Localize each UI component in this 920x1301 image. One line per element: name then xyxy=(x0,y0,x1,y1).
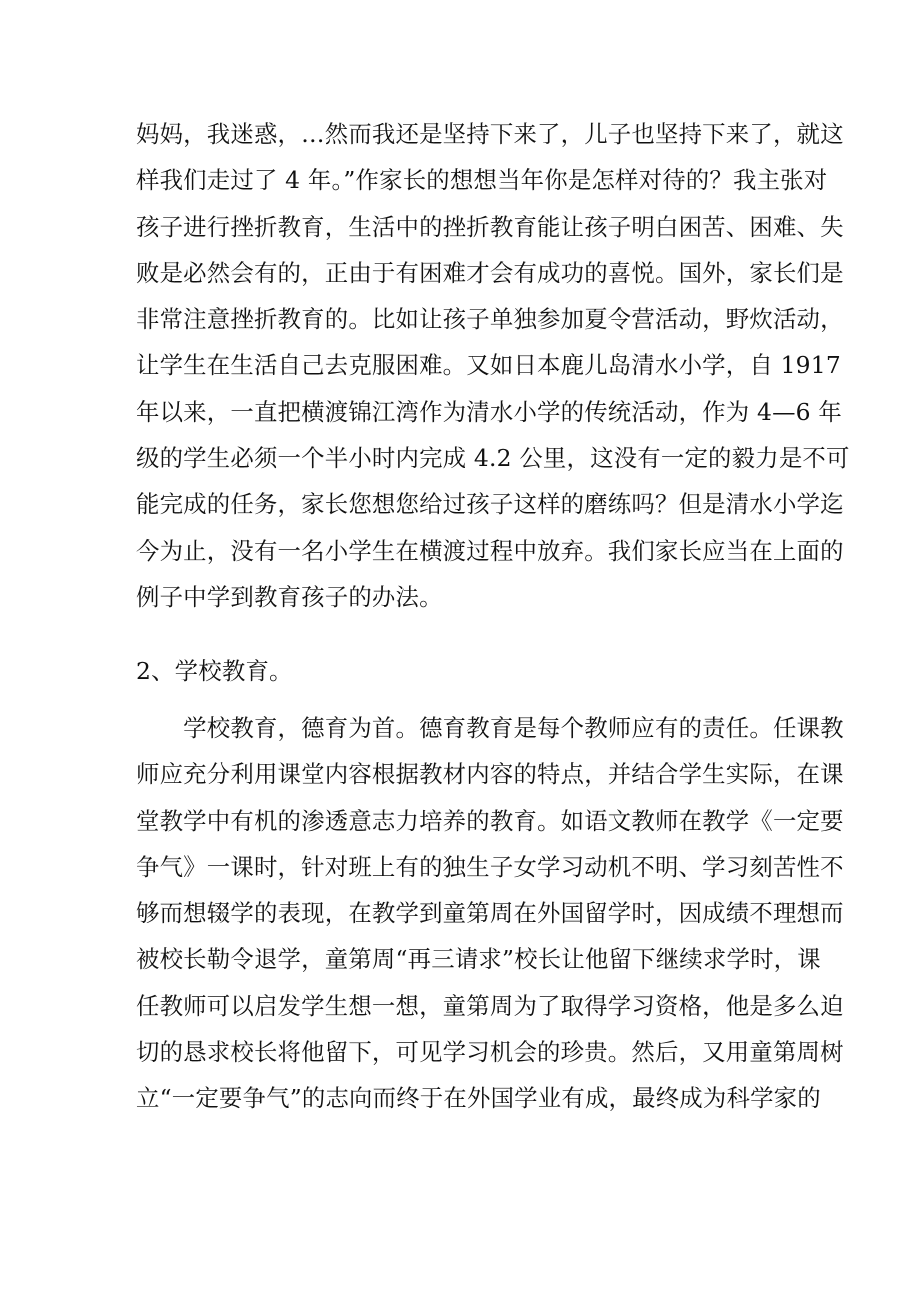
text-line: 年以来，一直把横渡锦江湾作为清水小学的传统活动，作为 4—6 年 xyxy=(136,397,842,426)
text-line: 今为止，没有一名小学生在横渡过程中放弃。我们家长应当在上面的 xyxy=(136,536,844,565)
text-line: 争气》一课时，针对班上有的独生子女学习动机不明、学习刻苦性不 xyxy=(136,852,844,881)
section-heading-text: 2、学校教育。 xyxy=(136,657,293,685)
section-heading xyxy=(136,648,784,694)
text-line: 学校教育，德育为首。德育教育是每个教师应有的责任。任课教 xyxy=(136,714,844,742)
text-line: 样我们走过了 4 年。”作家长的想想当年你是怎样对待的？我主张对 xyxy=(136,166,828,195)
text-line: 非常注意挫折教育的。比如让孩子单独参加夏令营活动，野炊活动， xyxy=(136,305,844,334)
text-line: 堂教学中有机的渗透意志力培养的教育。如语文教师在教学《一定要 xyxy=(136,806,844,835)
text-line: 师应充分利用课堂内容根据教材内容的特点，并结合学生实际，在课 xyxy=(136,760,844,789)
text-line: 败是必然会有的，正由于有困难才会有成功的喜悦。国外，家长们是 xyxy=(136,258,844,287)
text-line: 妈妈，我迷惑，…然而我还是坚持下来了，儿子也坚持下来了，就这 xyxy=(136,120,844,148)
text-line: 切的恳求校长将他留下，可见学习机会的珍贵。然后，又用童第周树 xyxy=(136,1038,844,1067)
paragraph-family-education xyxy=(136,111,850,620)
text-line: 让学生在生活自己去克服困难。又如日本鹿儿岛清水小学，自 1917 xyxy=(136,351,841,380)
text-line: 级的学生必须一个半小时内完成 4.2 公里，这没有一定的毅力是不可 xyxy=(136,444,850,473)
text-line: 任教师可以启发学生想一想，童第周为了取得学习资格，他是多么迫 xyxy=(136,991,844,1020)
paragraph-school-education xyxy=(136,705,844,1122)
text-line: 孩子进行挫折教育，生活中的挫折教育能让孩子明白困苦、困难、失 xyxy=(136,212,844,241)
text-line: 能完成的任务，家长您想您给过孩子这样的磨练吗？但是清水小学迄 xyxy=(136,490,844,519)
text-line: 例子中学到教育孩子的办法。 xyxy=(136,582,443,611)
text-line: 够而想辍学的表现，在教学到童第周在外国留学时，因成绩不理想而 xyxy=(136,899,844,928)
text-line: 立“一定要争气”的志向而终于在外国学业有成，最终成为科学家的 xyxy=(136,1084,821,1113)
text-line: 被校长勒令退学，童第周“再三请求”校长让他留下继续求学时，课 xyxy=(136,945,821,974)
